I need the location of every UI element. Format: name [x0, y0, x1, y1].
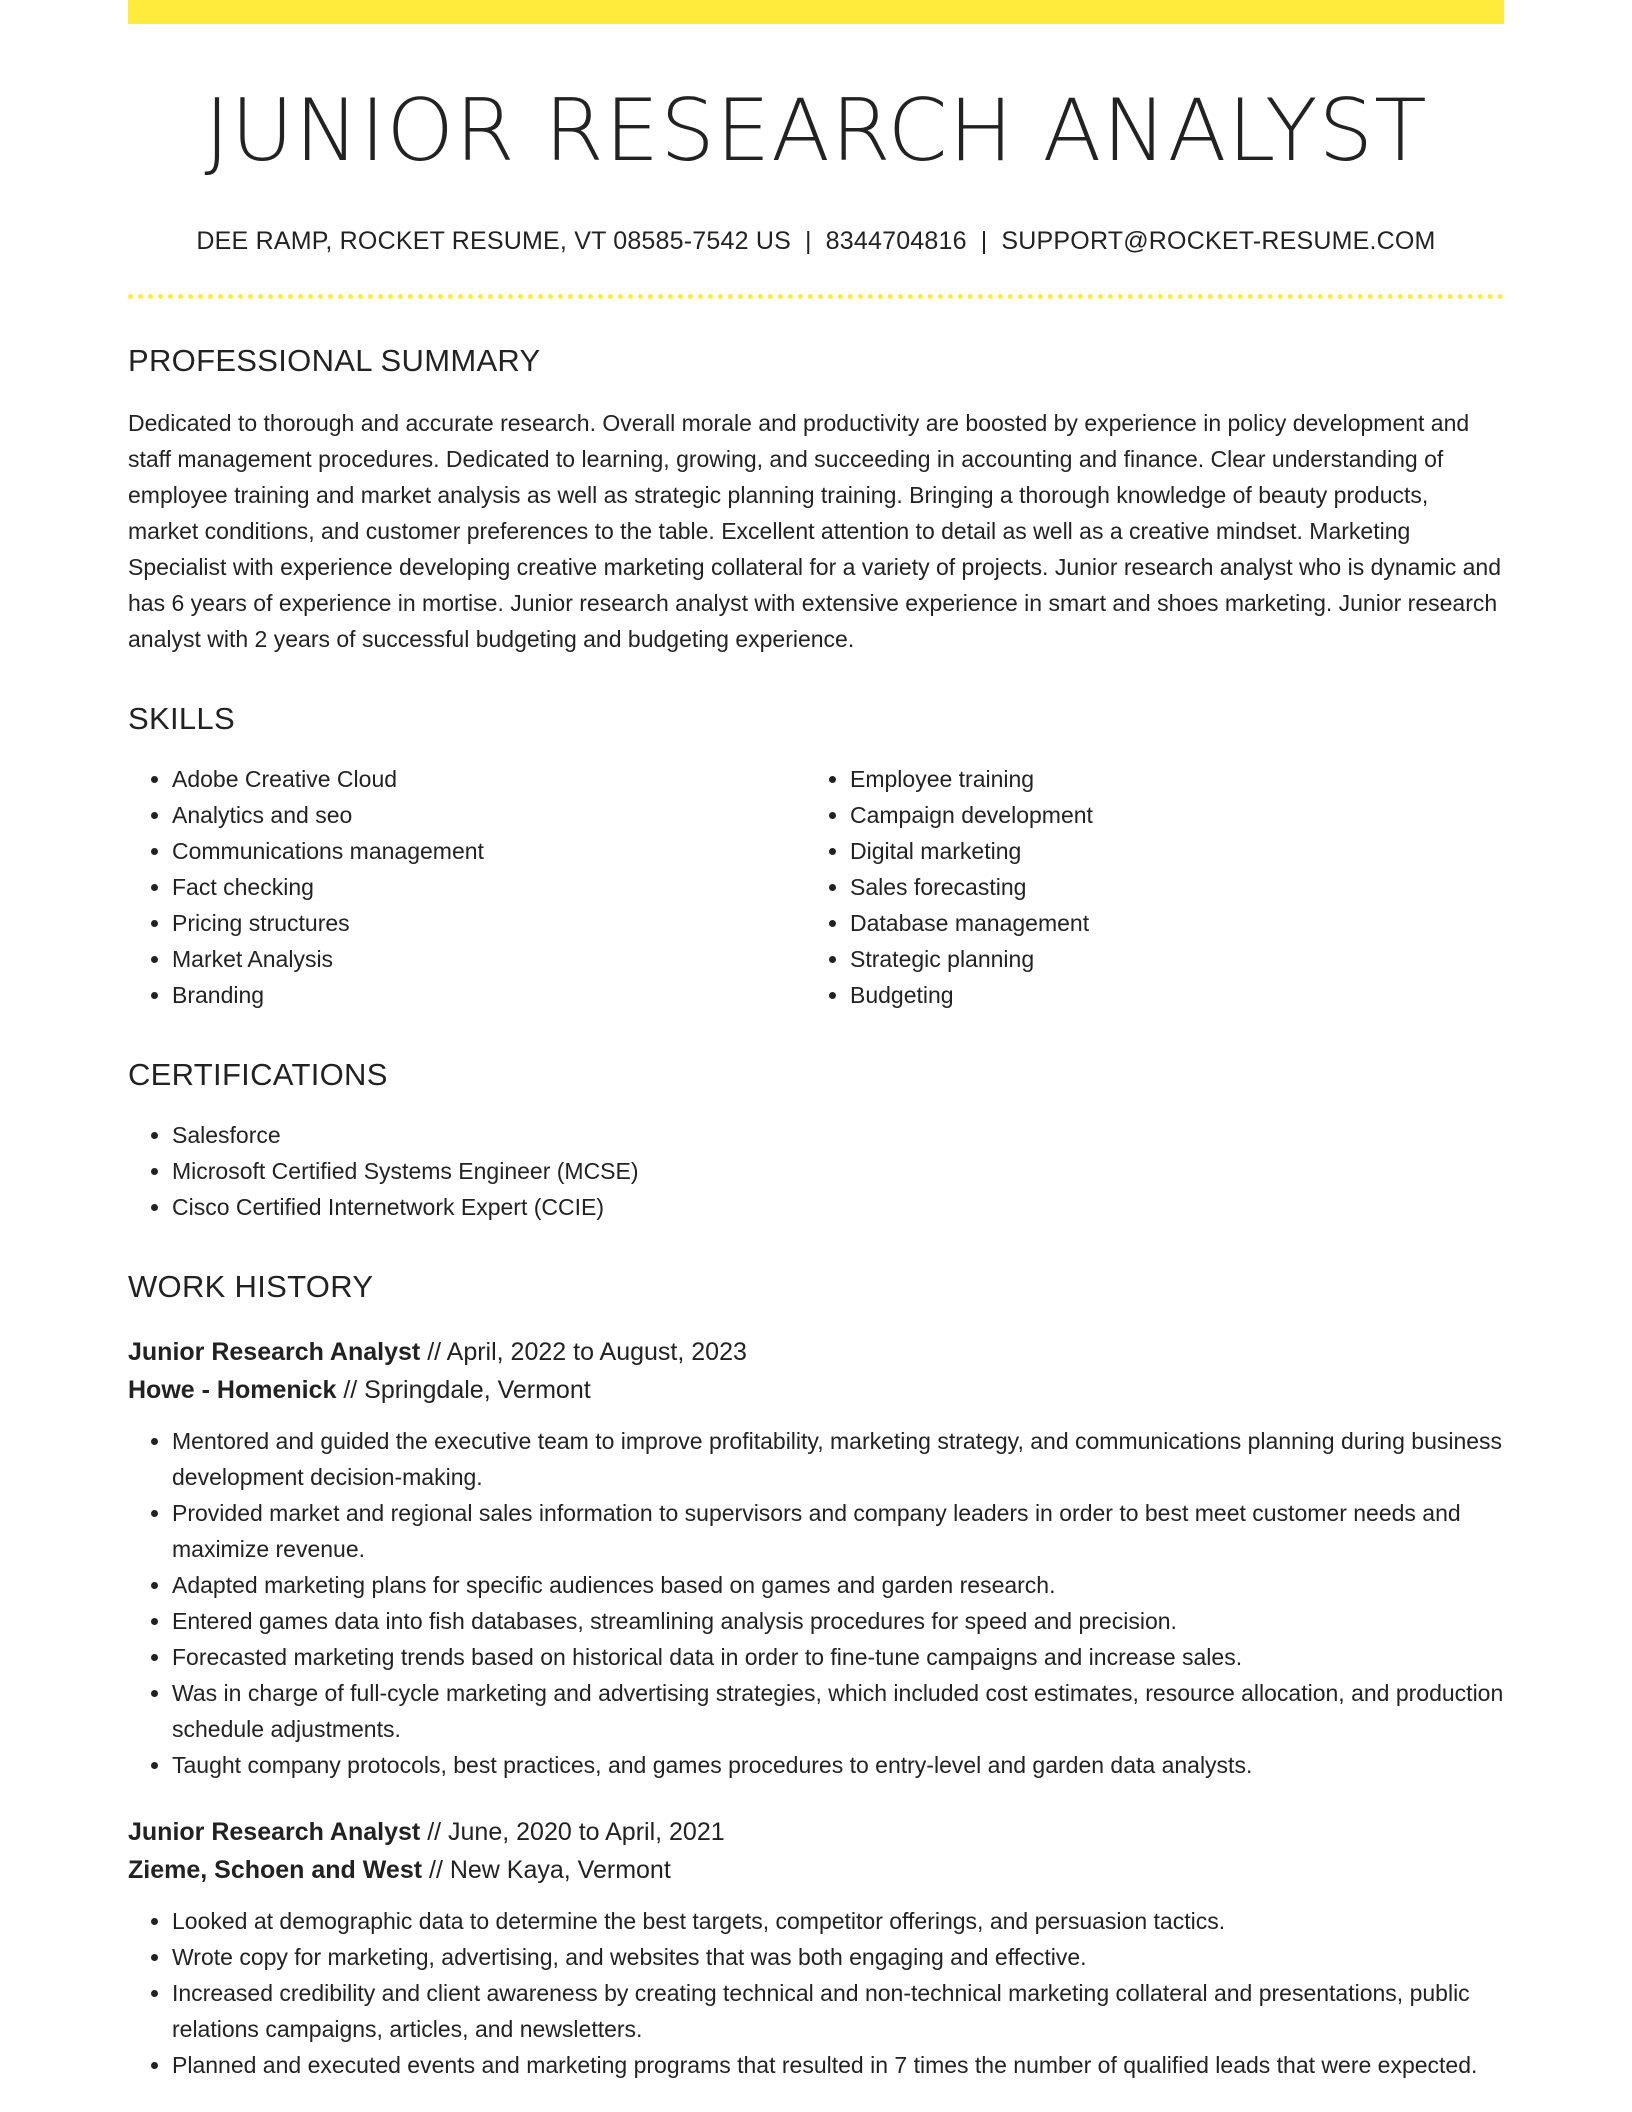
job-bullets	[128, 1423, 1504, 1783]
job-title-line	[128, 1813, 1504, 1851]
skill-item: • Employee training	[850, 761, 1484, 797]
dotted-divider	[128, 294, 1504, 299]
skills-list-right	[806, 761, 1484, 1013]
skill-item: • Strategic planning	[850, 941, 1484, 977]
section-title-work-history: WORK HISTORY	[128, 1268, 374, 1304]
resume-page	[128, 0, 1504, 2083]
job-role: Junior Research Analyst	[128, 1337, 421, 1366]
job-bullet: • Increased credibility and client awareness by creating technical and non-technical marketing collateral and presentations, public relations campaigns, articles, and newsletters.	[172, 1975, 1504, 2047]
accent-bar	[128, 0, 1504, 24]
certification-item: • Cisco Certified Internetwork Expert (CCIE)	[172, 1189, 1504, 1225]
job-bullet: • Taught company protocols, best practices, and games procedures to entry-level and garden data analysts.	[172, 1747, 1504, 1783]
address: DEE RAMP, ROCKET RESUME, VT 08585-7542 US	[196, 226, 791, 255]
contact-separator: |	[980, 226, 988, 255]
job-company: Zieme, Schoen and West	[128, 1855, 423, 1884]
section-title-summary: PROFESSIONAL SUMMARY	[128, 342, 541, 378]
job-bullet: • Was in charge of full-cycle marketing and advertising strategies, which included cost estimates, resource allocation, and production schedule adjustments.	[172, 1675, 1504, 1747]
skill-item: • Pricing structures	[172, 905, 806, 941]
job-bullet: • Provided market and regional sales information to supervisors and company leaders in order to best meet customer needs and maximize revenue.	[172, 1495, 1504, 1567]
section-title-certifications: CERTIFICATIONS	[128, 1056, 388, 1092]
job-bullets	[128, 1903, 1504, 2083]
job-company-line	[128, 1371, 1504, 1409]
job-bullet: • Entered games data into fish databases, streamlining analysis procedures for speed and precision.	[172, 1603, 1504, 1639]
certifications-list	[128, 1117, 1504, 1225]
job-bullet: • Adapted marketing plans for specific audiences based on games and garden research.	[172, 1567, 1504, 1603]
phone: 8344704816	[825, 226, 967, 255]
job-bullet: • Planned and executed events and marketing programs that resulted in 7 times the number of qualified leads that were expected.	[172, 2047, 1504, 2083]
job-bullet: • Wrote copy for marketing, advertising, and websites that was both engaging and effective.	[172, 1939, 1504, 1975]
contact-line	[128, 227, 1504, 256]
certification-item: • Microsoft Certified Systems Engineer (MCSE)	[172, 1153, 1504, 1189]
job-entry	[128, 1813, 1504, 2083]
contact-separator: |	[804, 226, 812, 255]
email: SUPPORT@ROCKET-RESUME.COM	[1001, 226, 1436, 255]
candidate-name: JUNIOR RESEARCH ANALYST	[204, 81, 1428, 181]
skill-item: • Database management	[850, 905, 1484, 941]
job-bullet: • Mentored and guided the executive team to improve profitability, marketing strategy, and communications planning during business development decision-making.	[172, 1423, 1504, 1495]
skills-list-left	[128, 761, 806, 1013]
skill-item: • Adobe Creative Cloud	[172, 761, 806, 797]
skills-grid	[128, 761, 1504, 1013]
skill-item: • Campaign development	[850, 797, 1484, 833]
job-title-line	[128, 1333, 1504, 1371]
job-dates: // April, 2022 to August, 2023	[420, 1337, 747, 1366]
skill-item: • Market Analysis	[172, 941, 806, 977]
skill-item: • Digital marketing	[850, 833, 1484, 869]
skill-item: • Analytics and seo	[172, 797, 806, 833]
section-title-skills: SKILLS	[128, 700, 235, 736]
skill-item: • Communications management	[172, 833, 806, 869]
job-location: // Springdale, Vermont	[336, 1375, 591, 1404]
job-company-line	[128, 1851, 1504, 1889]
skill-item: • Branding	[172, 977, 806, 1013]
job-role: Junior Research Analyst	[128, 1817, 421, 1846]
job-entry	[128, 1333, 1504, 1783]
skill-item: • Budgeting	[850, 977, 1484, 1013]
job-bullet: • Looked at demographic data to determine the best targets, competitor offerings, and persuasion tactics.	[172, 1903, 1504, 1939]
skill-item: • Sales forecasting	[850, 869, 1484, 905]
summary-text: Dedicated to thorough and accurate research. Overall morale and productivity are boosted by experience in policy development and staff management procedures. Dedicated to learning, growing, and succeeding in accounting and finance. Clear understanding of employee training and market analysis as well as strategic planning training. Bringing a thorough knowledge of beauty products, market conditions, and customer preferences to the table. Excellent attention to detail as well as a creative mindset. Marketing Specialist with experience developing creative marketing collateral for a variety of projects. Junior research analyst who is dynamic and has 6 years of experience in mortise. Junior research analyst with extensive experience in smart and shoes marketing. Junior research analyst with 2 years of successful budgeting and budgeting experience.	[128, 409, 1502, 652]
job-location: // New Kaya, Vermont	[422, 1855, 671, 1884]
certification-item: • Salesforce	[172, 1117, 1504, 1153]
job-company: Howe - Homenick	[128, 1375, 337, 1404]
skill-item: • Fact checking	[172, 869, 806, 905]
job-dates: // June, 2020 to April, 2021	[420, 1817, 725, 1846]
job-bullet: • Forecasted marketing trends based on historical data in order to fine-tune campaigns and increase sales.	[172, 1639, 1504, 1675]
